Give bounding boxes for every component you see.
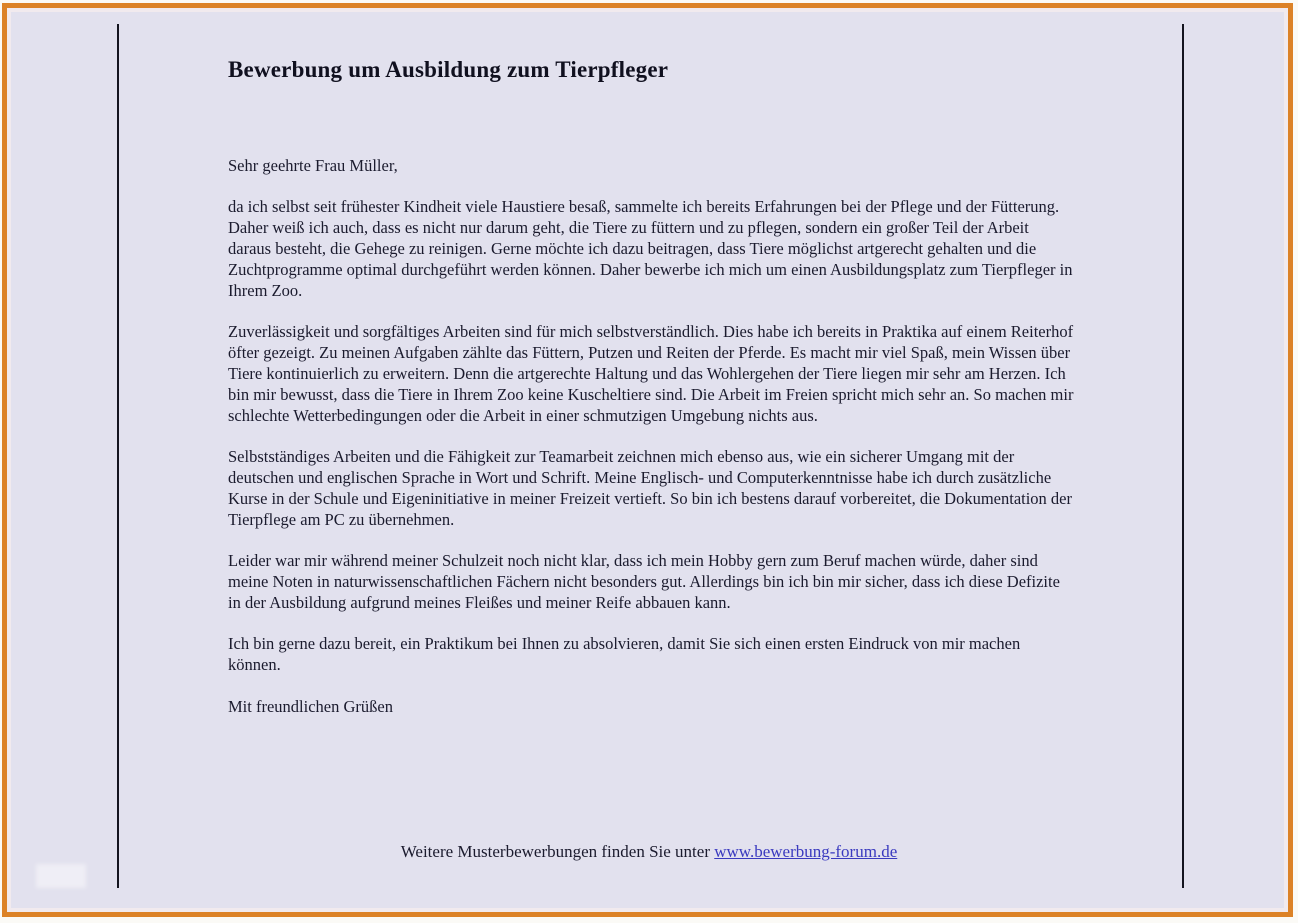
letter-body (228, 0, 1074, 717)
footer-text: Weitere Musterbewerbungen finden Sie unter (400, 842, 715, 861)
letter-paragraph: da ich selbst seit frühester Kindheit viele Haustiere besaß, sammelte ich bereits Erfahrungen bei der Pflege und der Fütterung. Daher weiß ich auch, dass es nicht nur darum geht, die Tiere zu füttern und zu pflegen, sondern ein großer Teil der Arbeit daraus besteht, die Gehege zu reinigen. Gerne möchte ich dazu beitragen, dass Tiere möglichst artgerecht gehalten und die Zuchtprogramme optimal durchgeführt werden können. Daher bewerbe ich mich um einen Ausbildungsplatz zum Tierpfleger in Ihrem Zoo. (228, 197, 1073, 300)
letter-paragraph: Leider war mir während meiner Schulzeit noch nicht klar, dass ich mein Hobby gern zum Beruf machen würde, daher sind meine Noten in naturwissenschaftlichen Fächern nicht besonders gut. Allerdings bin ich bin mir sicher, dass ich diese Defizite in der Ausbildung aufgrund meines Fleißes und meiner Reife abbauen kann. (228, 551, 1060, 612)
letter-paragraph: Zuverlässigkeit und sorgfältiges Arbeiten sind für mich selbstverständlich. Dies habe ich bereits in Praktika auf einem Reiterhof öfter gezeigt. Zu meinen Aufgaben zählte das Füttern, Putzen und Reiten der Pferde. Es macht mir viel Spaß, mein Wissen über Tiere kontinuierlich zu erweitern. Denn die artgerechte Haltung und das Wohlergehen der Tiere liegen mir sehr am Herzen. Ich bin mir bewusst, dass die Tiere in Ihrem Zoo keine Kuscheltiere sind. Die Arbeit im Freien spricht mich sehr an. So machen mir schlechte Wetterbedingungen oder die Arbeit in einer schmutzigen Umgebung nichts aus. (228, 322, 1074, 425)
letter-paragraph: Selbstständiges Arbeiten und die Fähigkeit zur Teamarbeit zeichnen mich ebenso aus, wie ein sicherer Umgang mit der deutschen und englischen Sprache in Wort und Schrift. Meine Englisch- und Computerkenntnisse habe ich durch zusätzliche Kurse in der Schule und Eigeninitiative in meiner Freizeit vertieft. So bin ich bestens darauf vorbereitet, die Dokumentation der Tierpflege am PC zu übernehmen. (228, 447, 1072, 529)
salutation: Sehr geehrte Frau Müller, (228, 156, 398, 175)
right-margin-rule (1182, 24, 1184, 888)
footer-line (0, 841, 1298, 863)
footer-link[interactable]: www.bewerbung-forum.de (714, 842, 898, 861)
letter-paragraph: Ich bin gerne dazu bereit, ein Praktikum bei Ihnen zu absolvieren, damit Sie sich einen ersten Eindruck von mir machen können. (228, 634, 1021, 674)
closing-phrase: Mit freundlichen Grüßen (228, 697, 393, 716)
faint-watermark (36, 864, 86, 888)
page-title: Bewerbung um Ausbildung zum Tierpfleger (228, 57, 669, 82)
left-margin-rule (117, 24, 119, 888)
